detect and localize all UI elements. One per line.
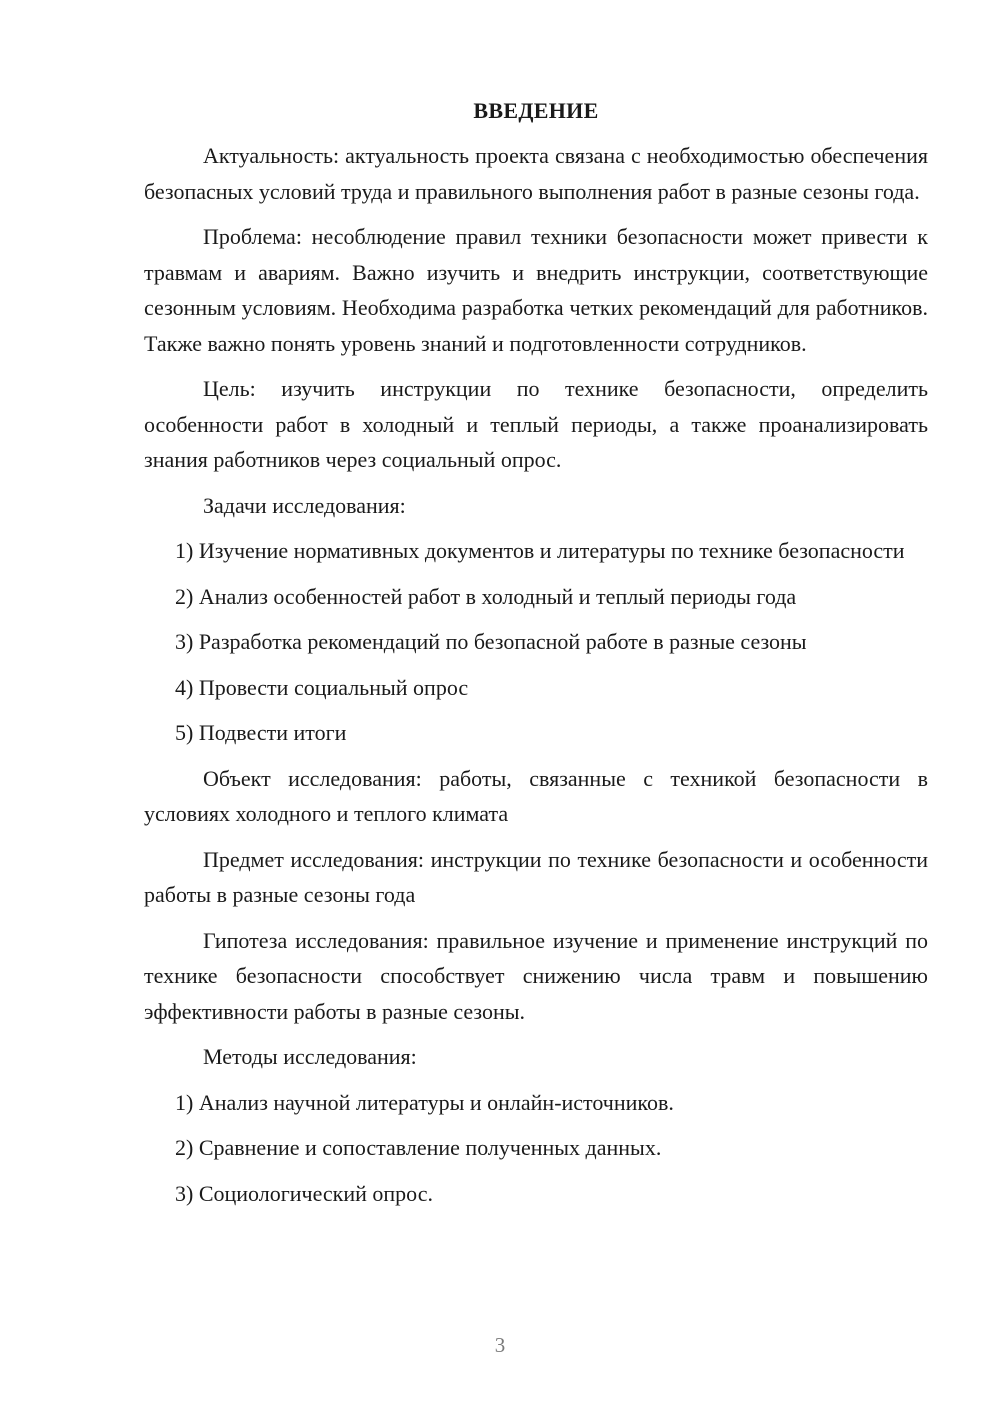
task-item: 4) Провести социальный опрос — [175, 674, 469, 700]
relevance-paragraph: Актуальность: актуальность проекта связана с необходимостью обеспечения безопасных условий труда и правильного выполнения работ в разные сезоны года. — [144, 143, 928, 204]
task-item: 2) Анализ особенностей работ в холодный и теплый периоды года — [175, 583, 797, 609]
task-item: 3) Разработка рекомендаций по безопасной работе в разные сезоны — [175, 629, 807, 654]
task-item: 5) Подвести итоги — [175, 720, 347, 745]
section-title: ВВЕДЕНИЕ — [473, 98, 599, 123]
method-item: 2) Сравнение и сопоставление полученных данных. — [175, 1135, 662, 1160]
method-item: 1) Анализ научной литературы и онлайн-источников. — [175, 1089, 674, 1115]
problem-paragraph: Проблема: несоблюдение правил техники безопасности может привести к травмам и авариям. Важно изучить и внедрить инструкции, соответствующие сезонным условиям. Необходима разработка четких рекомендаций для работников. Также важно понять уровень знаний и подготовленности сотрудников. — [144, 224, 928, 356]
object-paragraph: Объект исследования: работы, связанные с техникой безопасности в условиях холодного и теплого климата — [144, 765, 928, 826]
hypothesis-paragraph: Гипотеза исследования: правильное изучение и применение инструкций по технике безопасности способствует снижению числа травм и повышению эффективности работы в разные сезоны. — [144, 927, 928, 1024]
methods-heading: Методы исследования: — [203, 1044, 417, 1069]
page-content — [144, 93, 928, 1221]
task-item: 1) Изучение нормативных документов и литературы по технике безопасности — [175, 538, 905, 563]
subject-paragraph: Предмет исследования: инструкции по технике безопасности и особенности работы в разные сезоны года — [144, 846, 928, 907]
method-item: 3) Социологический опрос. — [175, 1180, 433, 1206]
tasks-heading: Задачи исследования: — [203, 492, 406, 518]
page-number: 3 — [494, 1333, 506, 1357]
goal-paragraph: Цель: изучить инструкции по технике безопасности, определить особенности работ в холодный и теплый периоды, а также проанализировать знания работников через социальный опрос. — [144, 376, 928, 472]
